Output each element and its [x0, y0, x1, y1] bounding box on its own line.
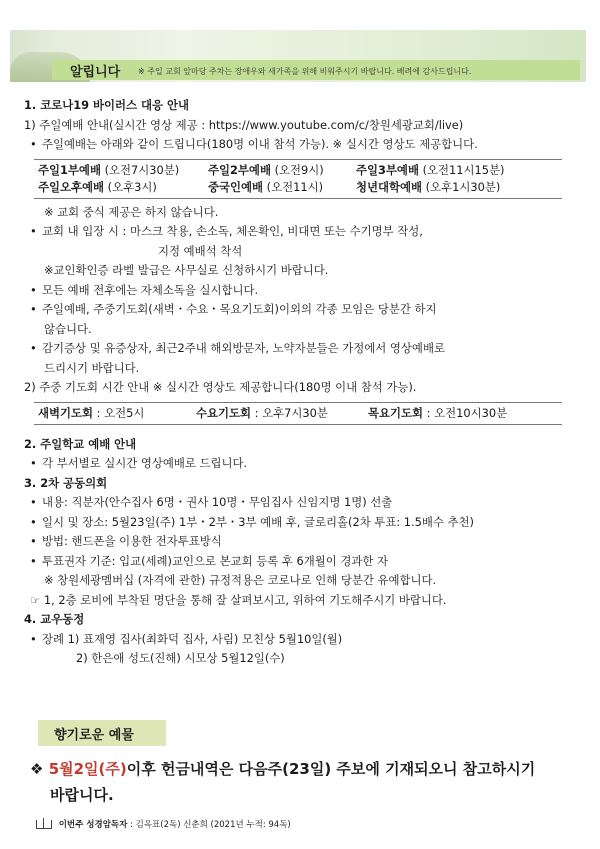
section-3-note: ※ 창원세광멤버십 (자격에 관한) 규정적용은 코로나로 인해 당분간 유예합니다. [44, 573, 437, 587]
worship-name: 중국인예배 [208, 179, 264, 194]
section-3-bullet-2: • 일시 및 장소: 5월23일(주) 1부・2부・3부 예배 후, 글로리홀(2차 투표: 1.5배수 추천) [24, 513, 584, 533]
worship-schedule-box [34, 159, 562, 199]
section-1-bullet-4-cont: 않습니다. [44, 321, 92, 336]
section-2-heading: 2. 주일학교 예배 안내 [24, 436, 137, 451]
book-icon [36, 820, 52, 829]
section-3-bullet-1: • 내용: 직분자(안수집사 6명・권사 10명・무임집사 신임지명 1명) 선출 [24, 493, 584, 513]
section-4-bullet-2: 2) 한은애 성도(진해) 시모상 5월12일(수) [76, 651, 285, 665]
worship-name: 주일오후예배 [38, 179, 105, 194]
section-3-heading: 3. 2차 공동의회 [24, 475, 108, 490]
section-1-bullet-5: • 감기증상 및 유증상자, 최근2주내 해외방문자, 노약자분들은 가정에서 영상예배로 [24, 339, 584, 359]
section-1-bullet-2: • 교회 내 입장 시 : 마스크 착용, 손소독, 체온확인, 비대면 또는 수기명부 작성, [24, 222, 584, 242]
prayer-name: 수요기도회 [196, 405, 252, 420]
worship-time: (오후1시30분) [425, 179, 501, 194]
offering-notice [30, 756, 586, 808]
prayer-time: : 오전10시30분 [423, 405, 508, 420]
worship-name: 주일1부예배 [38, 162, 101, 177]
announcement-body [24, 96, 584, 669]
section-1-heading: 1. 코로나19 바이러스 대응 안내 [24, 98, 190, 112]
offering-banner-title: 향기로운 예물 [54, 728, 134, 743]
bible-reading-names: : 김옥표(2독) 신춘희 (2021년 누적: 94독) [130, 820, 291, 830]
worship-time: (오후3시) [107, 179, 157, 194]
section-1-bullet-5-cont: 드리시기 바랍니다. [44, 360, 140, 375]
worship-time: (오전11시) [266, 179, 324, 194]
section-1-bullet-3: • 모든 예배 전후에는 자체소독을 실시합니다. [24, 281, 584, 301]
offering-banner [38, 720, 166, 746]
banner-title: 알립니다 [70, 65, 121, 80]
offering-date: 5월2일(주) [48, 760, 127, 778]
worship-time: (오전11시15분) [422, 162, 505, 177]
offering-text: 이후 헌금내역은 다음주(23일) 주보에 기재되오니 참고하시기 [126, 760, 536, 778]
section-1-note-1: ※ 교회 중식 제공은 하지 않습니다. [44, 204, 219, 219]
banner-note: ※ 주일 교회 앞마당 주차는 장애우와 새가족을 위해 비워주시기 바랍니다. 배려에 감사드립니다. [138, 67, 472, 76]
section-1-sub1: 1) 주일예배 안내(실시간 영상 제공 : https://www.youtube.com/c/창원세광교회/live) [24, 117, 464, 132]
worship-time: (오전9시) [274, 162, 324, 177]
prayer-name: 새벽기도회 [38, 405, 94, 420]
section-1-note-2: ※교인확인증 라벨 발급은 사무실로 신청하시기 바랍니다. [44, 263, 329, 277]
worship-time: (오전7시30분) [104, 162, 180, 177]
notice-banner [10, 30, 586, 82]
section-3-bullet-4: • 투표권자 기준: 입교(세례)교인으로 본교회 등록 후 6개월이 경과한 자 [24, 552, 584, 572]
worship-name: 주일2부예배 [208, 162, 271, 177]
section-4-heading: 4. 교우동정 [24, 612, 85, 626]
prayer-time: : 오전5시 [93, 405, 145, 420]
prayer-name: 목요기도회 [368, 405, 424, 420]
worship-name: 주일3부예배 [356, 162, 419, 177]
bible-reading-footer [36, 818, 291, 830]
prayer-schedule-box [34, 402, 562, 425]
section-1-bullet-4: • 주일예배, 주중기도회(새벽・수요・목요기도회)이외의 각종 모임은 당분간 하지 [24, 300, 584, 320]
section-1-sub2: 2) 주중 기도회 시간 안내 ※ 실시간 영상도 제공합니다(180명 이내 참석 가능). [24, 380, 417, 394]
bible-reading-label: 이번주 성경암독자 [58, 820, 128, 830]
section-2-bullet-1: • 각 부서별로 실시간 영상예배로 드립니다. [24, 454, 584, 474]
worship-name: 청년대학예배 [356, 179, 423, 194]
section-1-bullet-1: • 주일예배는 아래와 같이 드립니다(180명 이내 참석 가능). ※ 실시간 영상도 제공합니다. [24, 135, 584, 155]
section-4-bullet-1: • 장례 1) 표재영 집사(최화덕 집사, 사림) 모친상 5월10일(월) [24, 630, 584, 650]
diamond-icon: ❖ [30, 760, 44, 778]
section-3-bullet-3: • 방법: 핸드폰을 이용한 전자투표방식 [24, 532, 584, 552]
section-1-bullet-2-cont: 지정 예배석 착석 [158, 243, 243, 258]
section-3-pointer: ☞ 1, 2층 로비에 부착된 명단을 통해 잘 살펴보시고, 위하여 기도해주시기 바랍니다. [30, 592, 447, 607]
offering-text-cont: 바랍니다. [50, 786, 114, 804]
prayer-time: : 오후7시30분 [251, 405, 328, 420]
